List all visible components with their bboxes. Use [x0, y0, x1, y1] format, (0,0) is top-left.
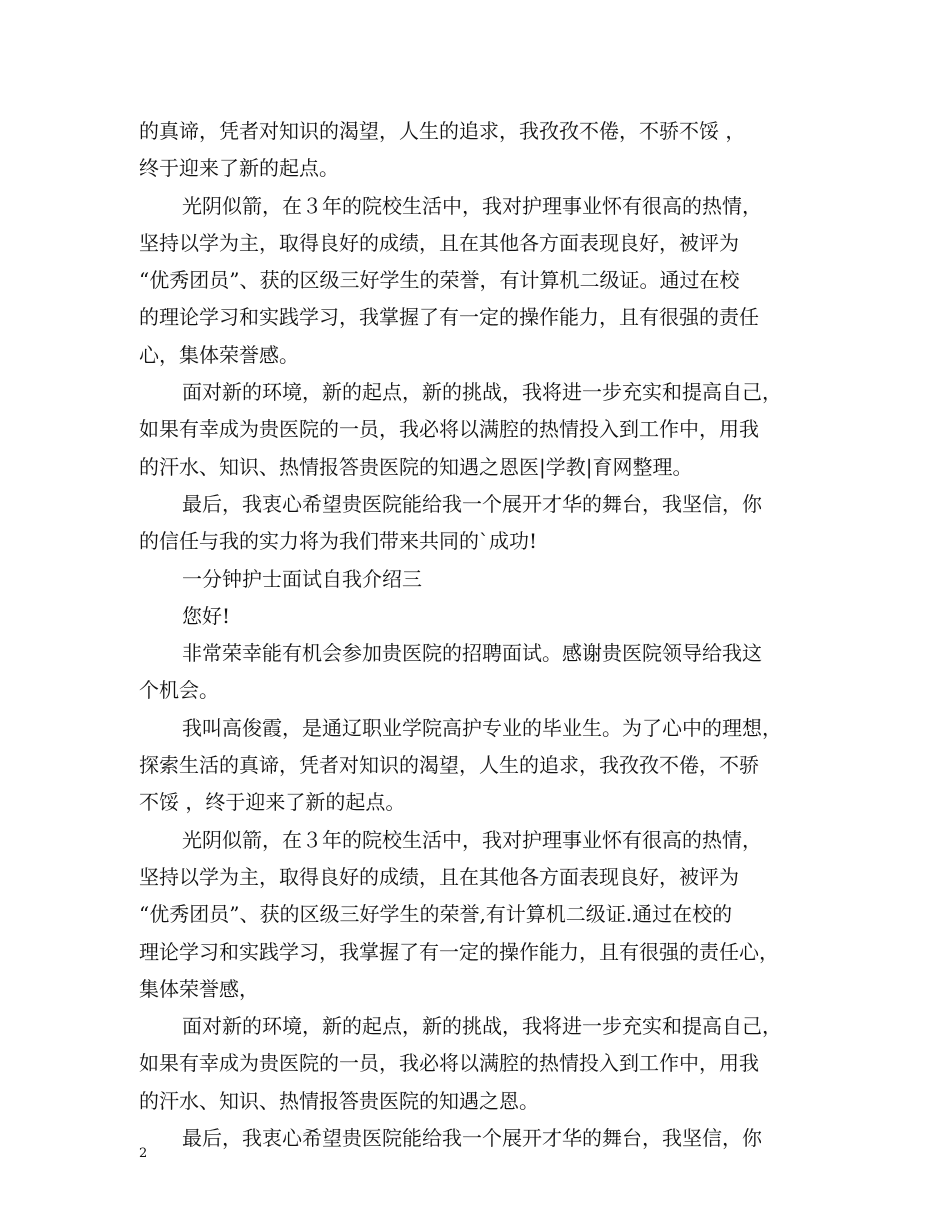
text-line: 坚持以学为主，取得良好的成绩，且在其他各方面表现良好，被评为 — [139, 230, 739, 255]
text-line: “优秀团员”、获的区级三好学生的荣誉，有计算机二级证。通过在校 — [139, 268, 740, 293]
text-line: 面对新的环境，新的起点，新的挑战，我将进一步充实和提高自己， — [182, 1014, 782, 1039]
text-line: 如果有幸成为贵医院的一员，我必将以满腔的热情投入到工作中，用我 — [139, 1051, 759, 1076]
text-line: 面对新的环境，新的起点，新的挑战，我将进一步充实和提高自己， — [182, 380, 782, 405]
text-line: 不馁 ，终于迎来了新的起点。 — [139, 790, 406, 815]
text-line: 非常荣幸能有机会参加贵医院的招聘面试。感谢贵医院领导给我这 — [182, 641, 762, 666]
text-line: 光阴似箭，在３年的院校生活中，我对护理事业怀有很高的热情， — [182, 193, 762, 218]
text-line: 如果有幸成为贵医院的一员，我必将以满腔的热情投入到工作中，用我 — [139, 417, 759, 442]
document-body — [139, 113, 829, 1157]
text-line: 的汗水、知识、热情报答贵医院的知遇之恩医|学教|育网整理。 — [139, 454, 693, 479]
page-number: 2 — [139, 1146, 148, 1161]
text-line: 最后，我衷心希望贵医院能给我一个展开才华的舞台，我坚信，你 — [182, 491, 762, 516]
text-line: 一分钟护士面试自我介绍三 — [182, 566, 422, 591]
text-line: 心，集体荣誉感。 — [139, 342, 299, 367]
text-line: 您好! — [182, 603, 231, 628]
text-line: 终于迎来了新的起点。 — [139, 156, 339, 181]
text-line: 的理论学习和实践学习，我掌握了有一定的操作能力，且有很强的责任 — [139, 305, 759, 330]
text-line: 坚持以学为主，取得良好的成绩，且在其他各方面表现良好，被评为 — [139, 864, 739, 889]
text-line: 的真谛，凭者对知识的渴望，人生的追求，我孜孜不倦，不骄不馁 ， — [139, 119, 746, 143]
text-line: 集体荣誉感， — [139, 976, 259, 1001]
text-line: “优秀团员”、获的区级三好学生的荣誉,有计算机二级证.通过在校的 — [139, 902, 733, 927]
text-line: 光阴似箭，在３年的院校生活中，我对护理事业怀有很高的热情， — [182, 827, 762, 852]
text-line: 最后，我衷心希望贵医院能给我一个展开才华的舞台，我坚信，你 — [182, 1126, 762, 1151]
text-line: 个机会。 — [139, 678, 219, 703]
text-line: 的汗水、知识、热情报答贵医院的知遇之恩。 — [139, 1088, 539, 1113]
text-line: 的信任与我的实力将为我们带来共同的`成功! — [139, 529, 538, 554]
text-line: 探索生活的真谛，凭者对知识的渴望，人生的追求，我孜孜不倦，不骄 — [139, 753, 759, 778]
text-line: 我叫高俊霞，是通辽职业学院高护专业的毕业生。为了心中的理想， — [182, 715, 782, 740]
text-line: 理论学习和实践学习，我掌握了有一定的操作能力，且有很强的责任心， — [139, 939, 779, 964]
